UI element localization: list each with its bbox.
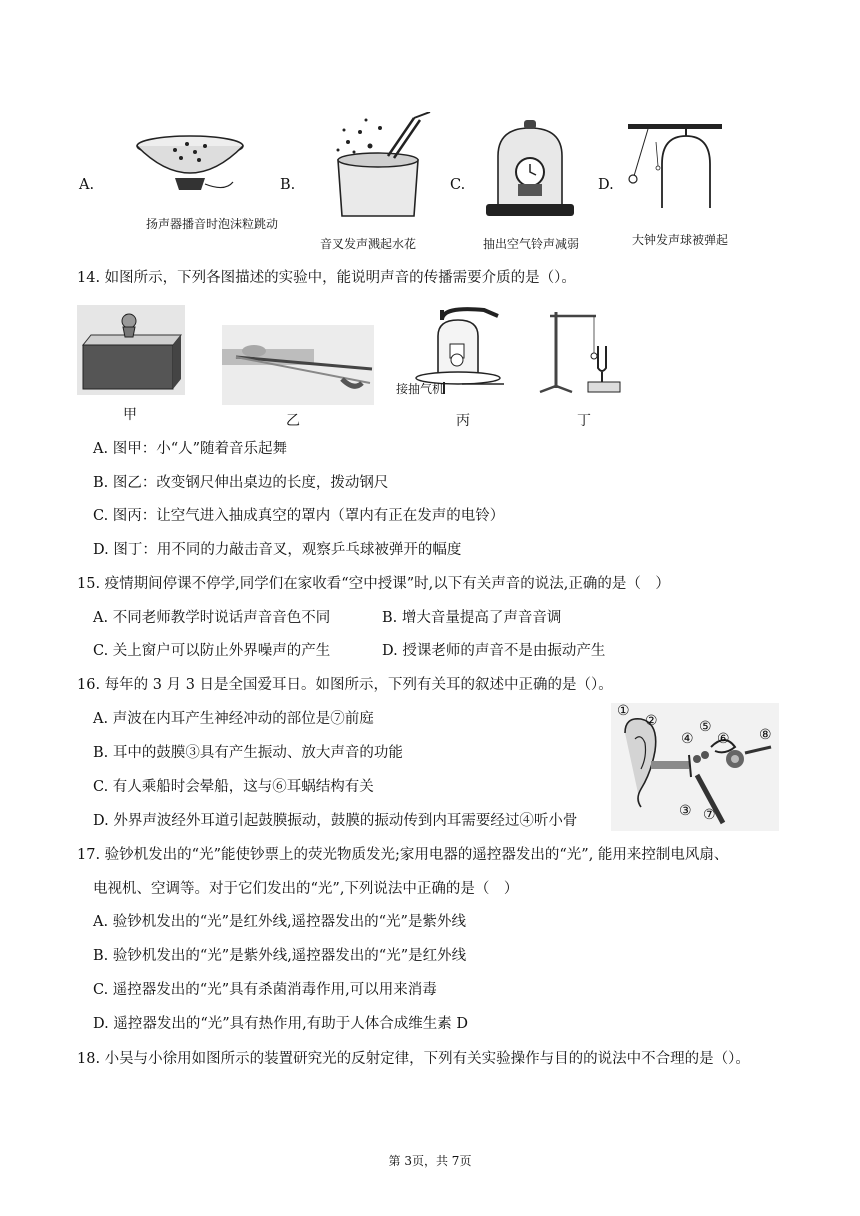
ear-label-8: ⑧: [759, 727, 772, 743]
loudspeaker-figure: [135, 132, 245, 198]
q14-stem: 14. 如图所示，下列各图描述的实验中，能说明声音的传播需要介质的是（）。: [77, 270, 576, 286]
q15-option-c: C. 关上窗户可以防止外界噪声的产生: [93, 643, 331, 659]
q14-figure-yi: [222, 325, 374, 405]
q14-label-ding: 丁: [577, 413, 591, 429]
q14-label-bing: 丙: [456, 413, 470, 429]
q13-option-a-letter: A.: [79, 177, 95, 193]
q16-stem: 16. 每年的 3 月 3 日是全国爱耳日。如图所示，下列有关耳的叙述中正确的是（）。: [77, 677, 613, 693]
q17-stem-line2: 电视机、空调等。对于它们发出的“光”,下列说法中正确的是（ ）: [93, 881, 519, 897]
q17-option-d: D. 遥控器发出的“光”具有热作用,有助于人体合成维生素 D: [93, 1016, 468, 1032]
q13-caption-a: 扬声器播音时泡沫粒跳动: [146, 217, 279, 231]
q16-option-b: B. 耳中的鼓膜③具有产生振动、放大声音的功能: [93, 745, 403, 761]
q16-option-d: D. 外界声波经外耳道引起鼓膜振动，鼓膜的振动传到内耳需要经过④听小骨: [93, 813, 578, 829]
q14-option-b: B. 图乙：改变钢尺伸出桌边的长度，拨动钢尺: [93, 475, 389, 491]
q13-caption-c: 抽出空气铃声减弱: [483, 237, 580, 251]
ear-label-4: ④: [681, 731, 694, 747]
q15-option-d: D. 授课老师的声音不是由振动产生: [382, 643, 606, 659]
q17-option-b: B. 验钞机发出的“光”是紫外线,遥控器发出的“光”是红外线: [93, 948, 467, 964]
q17-stem-line1: 17. 验钞机发出的“光”能使钞票上的荧光物质发光;家用电器的遥控器发出的“光”, 能用来控制电风扇、: [77, 847, 729, 863]
ear-label-2: ②: [645, 713, 658, 729]
q14-option-a: A. 图甲：小“人”随着音乐起舞: [93, 441, 288, 457]
q17-option-a: A. 验钞机发出的“光”是红外线,遥控器发出的“光”是紫外线: [93, 914, 466, 930]
q13-caption-d: 大钟发声球被弹起: [632, 233, 729, 247]
ear-label-3: ③: [679, 803, 692, 819]
page-footer: 第 3页，共 7页: [388, 1154, 472, 1168]
tuning-fork-water-figure: [318, 112, 438, 222]
q16-option-a: A. 声波在内耳产生神经冲动的部位是⑦前庭: [93, 711, 374, 727]
q15-option-b: B. 增大音量提高了声音音调: [382, 610, 562, 626]
ear-label-5: ⑤: [699, 719, 712, 735]
ear-label-7: ⑦: [703, 807, 716, 823]
q16-option-c: C. 有人乘船时会晕船，这与⑥耳蜗结构有关: [93, 779, 374, 795]
q13-option-b-letter: B.: [280, 177, 296, 193]
bell-jar-alarm-figure: [480, 120, 580, 218]
q15-stem: 15. 疫情期间停课不停学,同学们在家收看“空中授课”时,以下有关声音的说法,正确的是（ ）: [77, 576, 670, 592]
q17-option-c: C. 遥控器发出的“光”具有杀菌消毒作用,可以用来消毒: [93, 982, 437, 998]
ear-label-1: ①: [617, 703, 630, 719]
big-bell-ball-figure: [626, 122, 726, 212]
q14-figure-ding: [532, 306, 624, 398]
q14-figure-jia: [77, 305, 185, 395]
ear-label-6: ⑥: [717, 731, 730, 747]
q14-label-jia: 甲: [123, 407, 137, 423]
q14-option-d: D. 图丁：用不同的力敲击音叉，观察乒乓球被弹开的幅度: [93, 542, 462, 558]
q15-option-a: A. 不同老师教学时说话声音音色不同: [93, 610, 331, 626]
q14-pump-label: 接抽气机: [396, 382, 445, 396]
q18-stem: 18. 小吴与小徐用如图所示的装置研究光的反射定律，下列有关实验操作与目的的说法中不合理的是（）。: [77, 1051, 750, 1067]
ear-anatomy-figure: [611, 703, 779, 831]
q13-caption-b: 音叉发声溅起水花: [320, 237, 417, 251]
q13-option-d-letter: D.: [598, 177, 614, 193]
q13-option-c-letter: C.: [450, 177, 466, 193]
q14-label-yi: 乙: [286, 413, 300, 429]
q14-option-c: C. 图丙：让空气进入抽成真空的罩内（罩内有正在发声的电铃）: [93, 508, 505, 524]
